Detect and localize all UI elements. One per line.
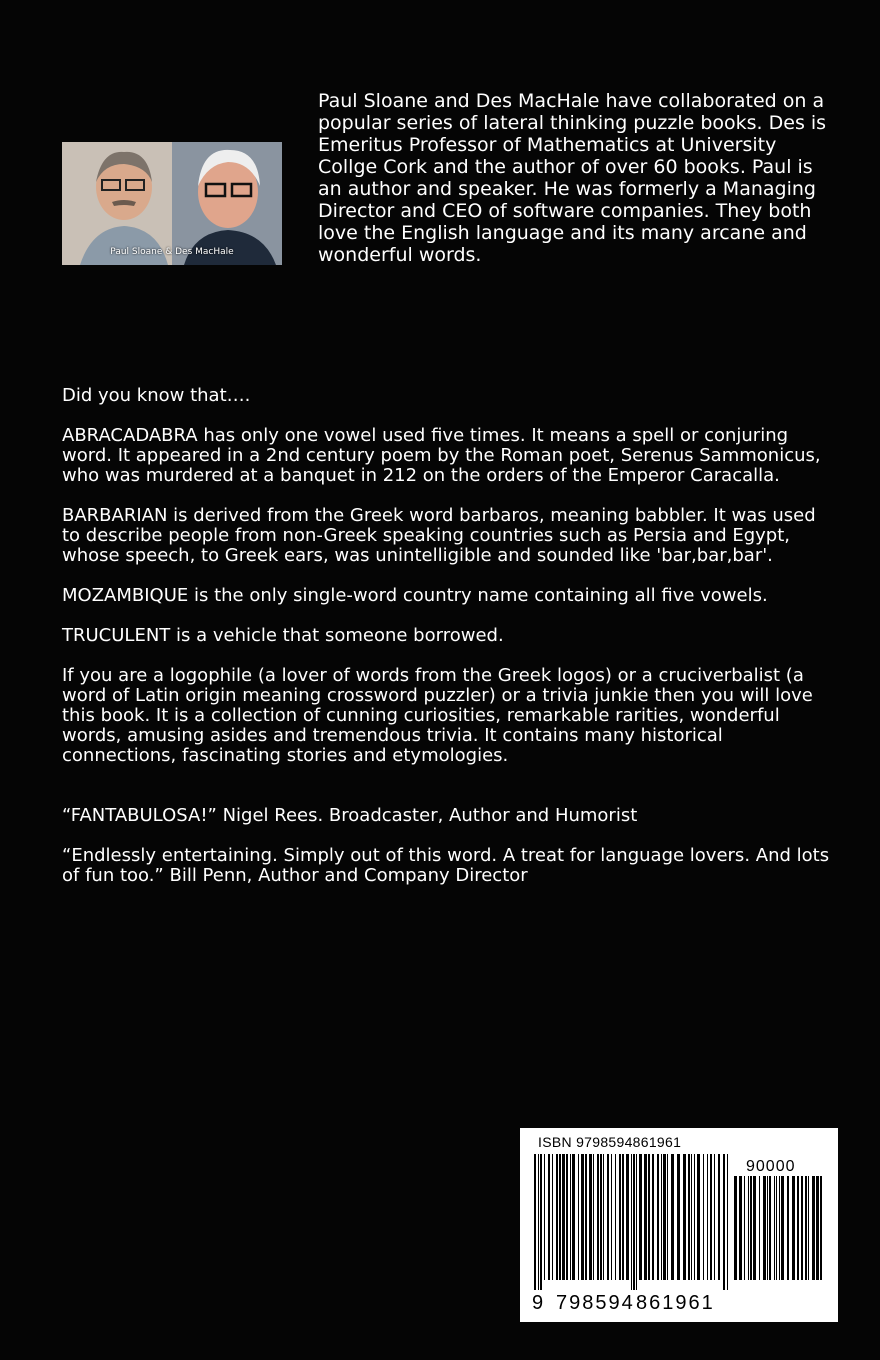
quote-rees: “FANTABULOSA!” Nigel Rees. Broadcaster, Author and Humorist xyxy=(62,805,638,826)
blurb xyxy=(62,386,832,906)
barcode-digits-right: 861961 xyxy=(636,1292,715,1314)
fact-barbarian: BARBARIAN is derived from the Greek word barbaros, meaning babbler. It was used to describe people from non-Greek speaking countries such as Persia and Egypt, whose speech, to Greek ears, was unintelligible and sounded like 'bar,bar,bar'. xyxy=(62,505,816,566)
author-photo xyxy=(62,142,282,265)
fact-mozambique: MOZAMBIQUE is the only single-word country name containing all five vowels. xyxy=(62,585,768,606)
fact-truculent: TRUCULENT is a vehicle that someone borrowed. xyxy=(62,625,504,646)
quote-penn: “Endlessly entertaining. Simply out of this word. A treat for language lovers. And lots of fun too.” Bill Penn, Author and Company Director xyxy=(62,845,830,886)
barcode-digit-first: 9 xyxy=(532,1292,544,1314)
isbn-label: ISBN 9798594861961 xyxy=(538,1134,682,1150)
author-bio: Paul Sloane and Des MacHale have collaborated on a popular series of lateral thinking puzzle books. Des is Emeritus Professor of Mathematics at University Collge Cork and the author of over 60 books. Paul is an author and speaker. He was formerly a Managing Director and CEO of software companies. They both love the English language and its many arcane and wonderful words. xyxy=(318,90,827,266)
barcode-digits-left: 798594 xyxy=(556,1292,635,1314)
price-addon-label: 90000 xyxy=(746,1158,796,1175)
addon-barcode-bars xyxy=(734,1176,824,1290)
barcode-bars xyxy=(534,1154,730,1290)
fact-abracadabra: ABRACADABRA has only one vowel used five times. It means a spell or conjuring word. It appeared in a 2nd century poem by the Roman poet, Serenus Sammonicus, who was murdered at a banquet in 212 on the orders of the Emperor Caracalla. xyxy=(62,425,821,486)
intro-line: Did you know that…. xyxy=(62,385,251,406)
book-pitch: If you are a logophile (a lover of words from the Greek logos) or a cruciverbalist (a word of Latin origin meaning crossword puzzler) or a trivia junkie then you will love this book. It is a collection of cunning curiosities, remarkable rarities, wonderful words, amusing asides and tremendous trivia. It contains many historical connections, fascinating stories and etymologies. xyxy=(62,665,813,766)
photo-caption: Paul Sloane & Des MacHale xyxy=(110,247,234,257)
isbn-barcode xyxy=(520,1128,838,1322)
